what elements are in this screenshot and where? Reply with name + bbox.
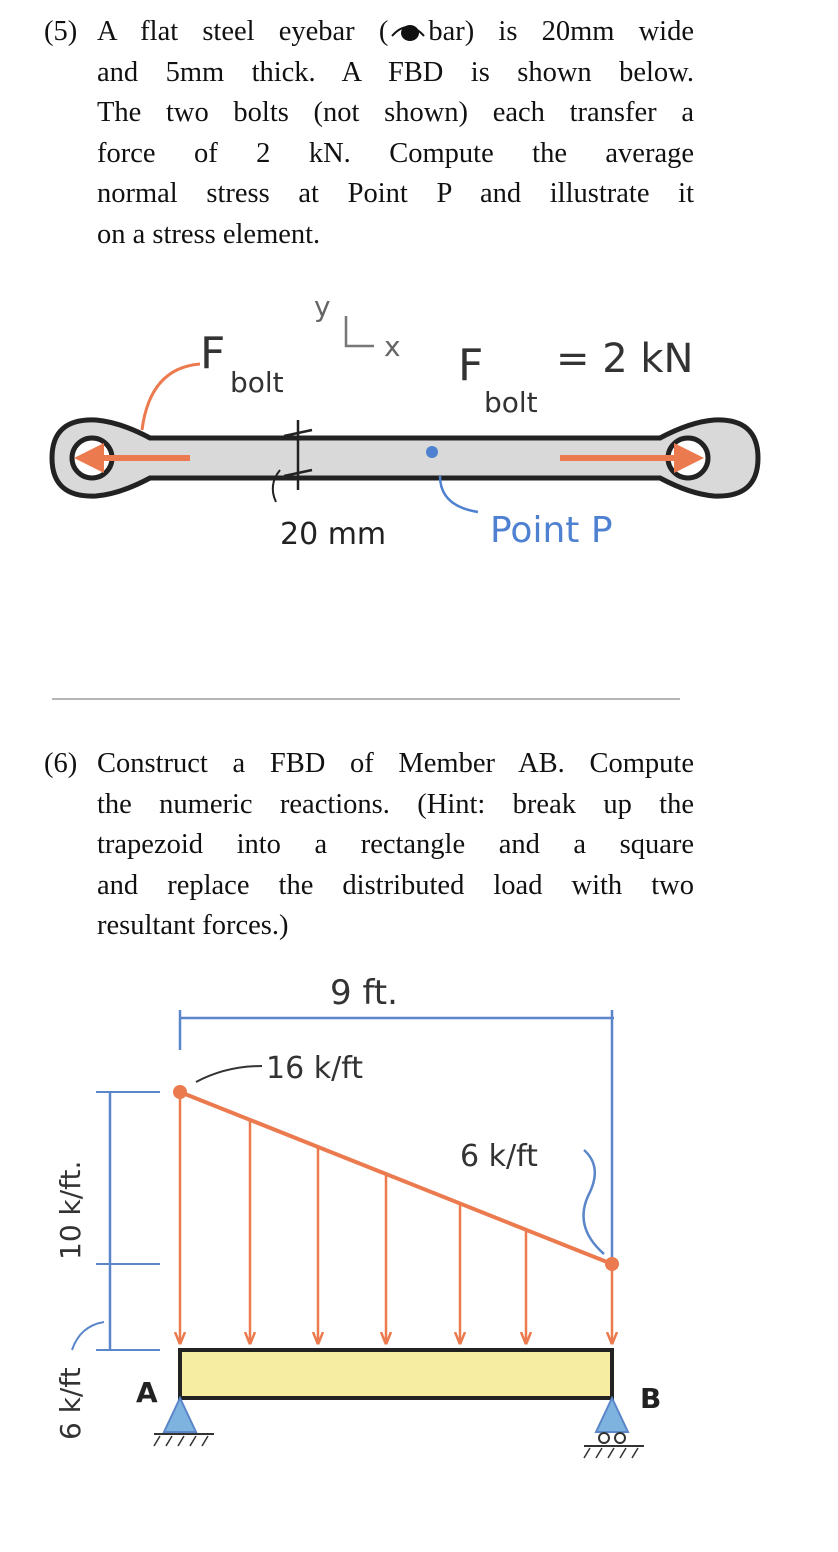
problem-5-line-6: on a stress element. bbox=[97, 218, 321, 250]
load-left-label: 16 k/ft bbox=[266, 1051, 363, 1086]
section-divider bbox=[52, 698, 680, 700]
pin-support-a bbox=[164, 1398, 196, 1432]
problem-6-line-2: the numeric reactions. (Hint: break up the bbox=[97, 788, 694, 820]
problem-5-line-5: normal stress at Point P and illustrate it bbox=[97, 178, 694, 209]
load-right-label: 6 k/ft bbox=[460, 1139, 538, 1174]
span-label: 9 ft. bbox=[330, 973, 398, 1013]
problem-5-line-1: A flat steel eyebar ( bar) is 20mm wide bbox=[97, 16, 694, 47]
load-left-leader bbox=[196, 1066, 262, 1082]
problem-number: (6) bbox=[44, 748, 78, 779]
load-arrows bbox=[180, 1092, 612, 1342]
axis-x-label: x bbox=[384, 330, 401, 363]
f-bolt-left-sub: bolt bbox=[230, 366, 284, 399]
f-bolt-right-F: F bbox=[458, 340, 484, 391]
beam-ab bbox=[180, 1350, 612, 1398]
problem-6-line-4: and replace the distributed load with two bbox=[97, 869, 694, 901]
problem-5-text bbox=[44, 12, 694, 255]
dim-upper-label: 10 k/ft. bbox=[54, 1160, 87, 1260]
f-value: = 2 kN bbox=[556, 336, 694, 382]
problem-6-line-5: resultant forces.) bbox=[97, 910, 289, 941]
problem-5-line-4: force of 2 kN. Compute the average bbox=[97, 137, 694, 169]
problem-6-text bbox=[44, 744, 694, 947]
ground-a-hatch bbox=[154, 1436, 208, 1446]
f-bolt-left-F: F bbox=[200, 328, 226, 379]
point-p-leader bbox=[440, 476, 478, 512]
problem-5-line-2: and 5mm thick. A FBD is shown below. bbox=[97, 56, 694, 88]
left-force-leader bbox=[142, 364, 200, 430]
eyebar-fbd-figure bbox=[0, 280, 838, 600]
width-label: 20 mm bbox=[280, 517, 387, 552]
support-b-label: B bbox=[640, 1382, 662, 1415]
roller-wheel bbox=[615, 1433, 625, 1443]
dim-lower-leader bbox=[72, 1322, 104, 1350]
roller-support-b bbox=[596, 1398, 628, 1432]
problem-5-line-3: The two bolts (not shown) each transfer a bbox=[97, 97, 694, 128]
beam-fbd-figure bbox=[0, 970, 838, 1530]
eye-icon bbox=[388, 20, 428, 42]
problem-6-line-1: Construct a FBD of Member AB. Compute bbox=[97, 748, 694, 779]
axes-icon bbox=[346, 316, 374, 346]
axis-y-label: y bbox=[314, 290, 331, 323]
f-bolt-right-sub: bolt bbox=[484, 386, 538, 419]
load-right-leader bbox=[584, 1150, 604, 1254]
ground-b-hatch bbox=[584, 1448, 638, 1458]
support-a-label: A bbox=[136, 1376, 158, 1409]
roller-wheel bbox=[599, 1433, 609, 1443]
point-p-marker bbox=[426, 446, 438, 458]
dim-lower-label: 6 k/ft bbox=[54, 1367, 87, 1440]
load-top-line bbox=[180, 1092, 612, 1264]
problem-6-line-3: trapezoid into a rectangle and a square bbox=[97, 829, 694, 860]
problem-number: (5) bbox=[44, 16, 78, 47]
point-p-label: Point P bbox=[490, 510, 613, 551]
